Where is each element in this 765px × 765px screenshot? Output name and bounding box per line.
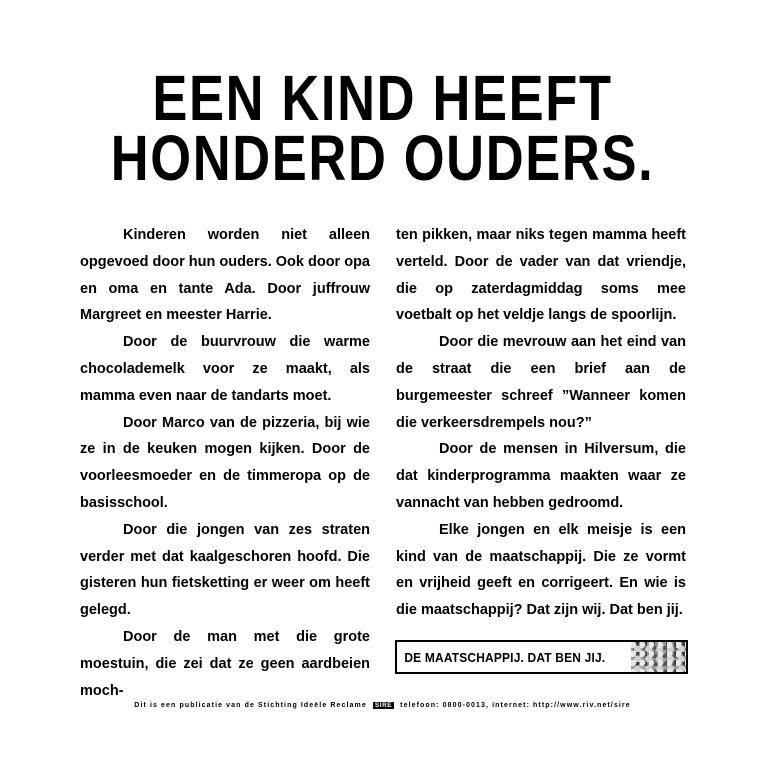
- paragraph: Door die jongen van zes straten verder met dat kaalgeschoren hoofd. Die gisteren hun fietsketting er weer om heeft gelegd.: [80, 521, 370, 619]
- sire-logo: SIRE: [374, 702, 393, 709]
- paragraph: Kinderen worden niet alleen opgevoed door hun ouders. Ook door opa en oma en tante Ada. Door juffrouw Margreet en meester Harrie.: [80, 227, 370, 324]
- paragraph-continuation: ten pikken, maar niks tegen mamma heeft verteld. Door de vader van dat vriendje, die op zaterdagmiddag soms mee voetbalt op het veldje langs de spoorlijn.: [396, 227, 686, 324]
- body-column-left: [80, 222, 370, 704]
- tagline-box: [395, 640, 688, 674]
- paragraph: Door de man met die grote moestuin, die zei dat ze geen aardbeien moch-: [80, 628, 370, 699]
- headline-line-2: HONDERD OUDERS.: [110, 122, 655, 194]
- footer-credit: [0, 702, 765, 709]
- footer-text-before: Dit is een publicatie van de Stichting Ideële Reclame: [134, 702, 367, 709]
- headline-line-1: EEN KIND HEEFT: [152, 62, 613, 134]
- headline: [69, 62, 696, 194]
- paragraph: Door de mensen in Hilversum, die dat kinderprogramma maakten waar ze vannacht van hebben gedroomd.: [396, 441, 686, 511]
- footer-text-after: telefoon: 0800-0013, internet: http://www.riv.net/sire: [400, 702, 631, 709]
- paragraph: Elke jongen en elk meisje is een kind van de maatschappij. Die ze vormt en vrijheid geeft en corrigeert. En wie is die maatschappij? Dat zijn wij. Dat ben jij.: [396, 521, 686, 619]
- body-column-right: [396, 222, 686, 624]
- paragraph: Door Marco van de pizzeria, bij wie ze in de keuken mogen kijken. Door de voorleesmoeder en de timmeropa op de basisschool.: [80, 414, 370, 511]
- paragraph: Door de buurvrouw die warme chocolademelk voor ze maakt, als mamma even naar de tandarts moet.: [80, 334, 370, 404]
- paragraph: Door die mevrouw aan het eind van de straat die een brief aan de burgemeester schreef ”Wanneer komen die verkeersdrempels nou?”: [396, 334, 686, 431]
- crowd-photo: [631, 642, 686, 672]
- tagline-text: DE MAATSCHAPPIJ. DAT BEN JIJ.: [404, 649, 606, 665]
